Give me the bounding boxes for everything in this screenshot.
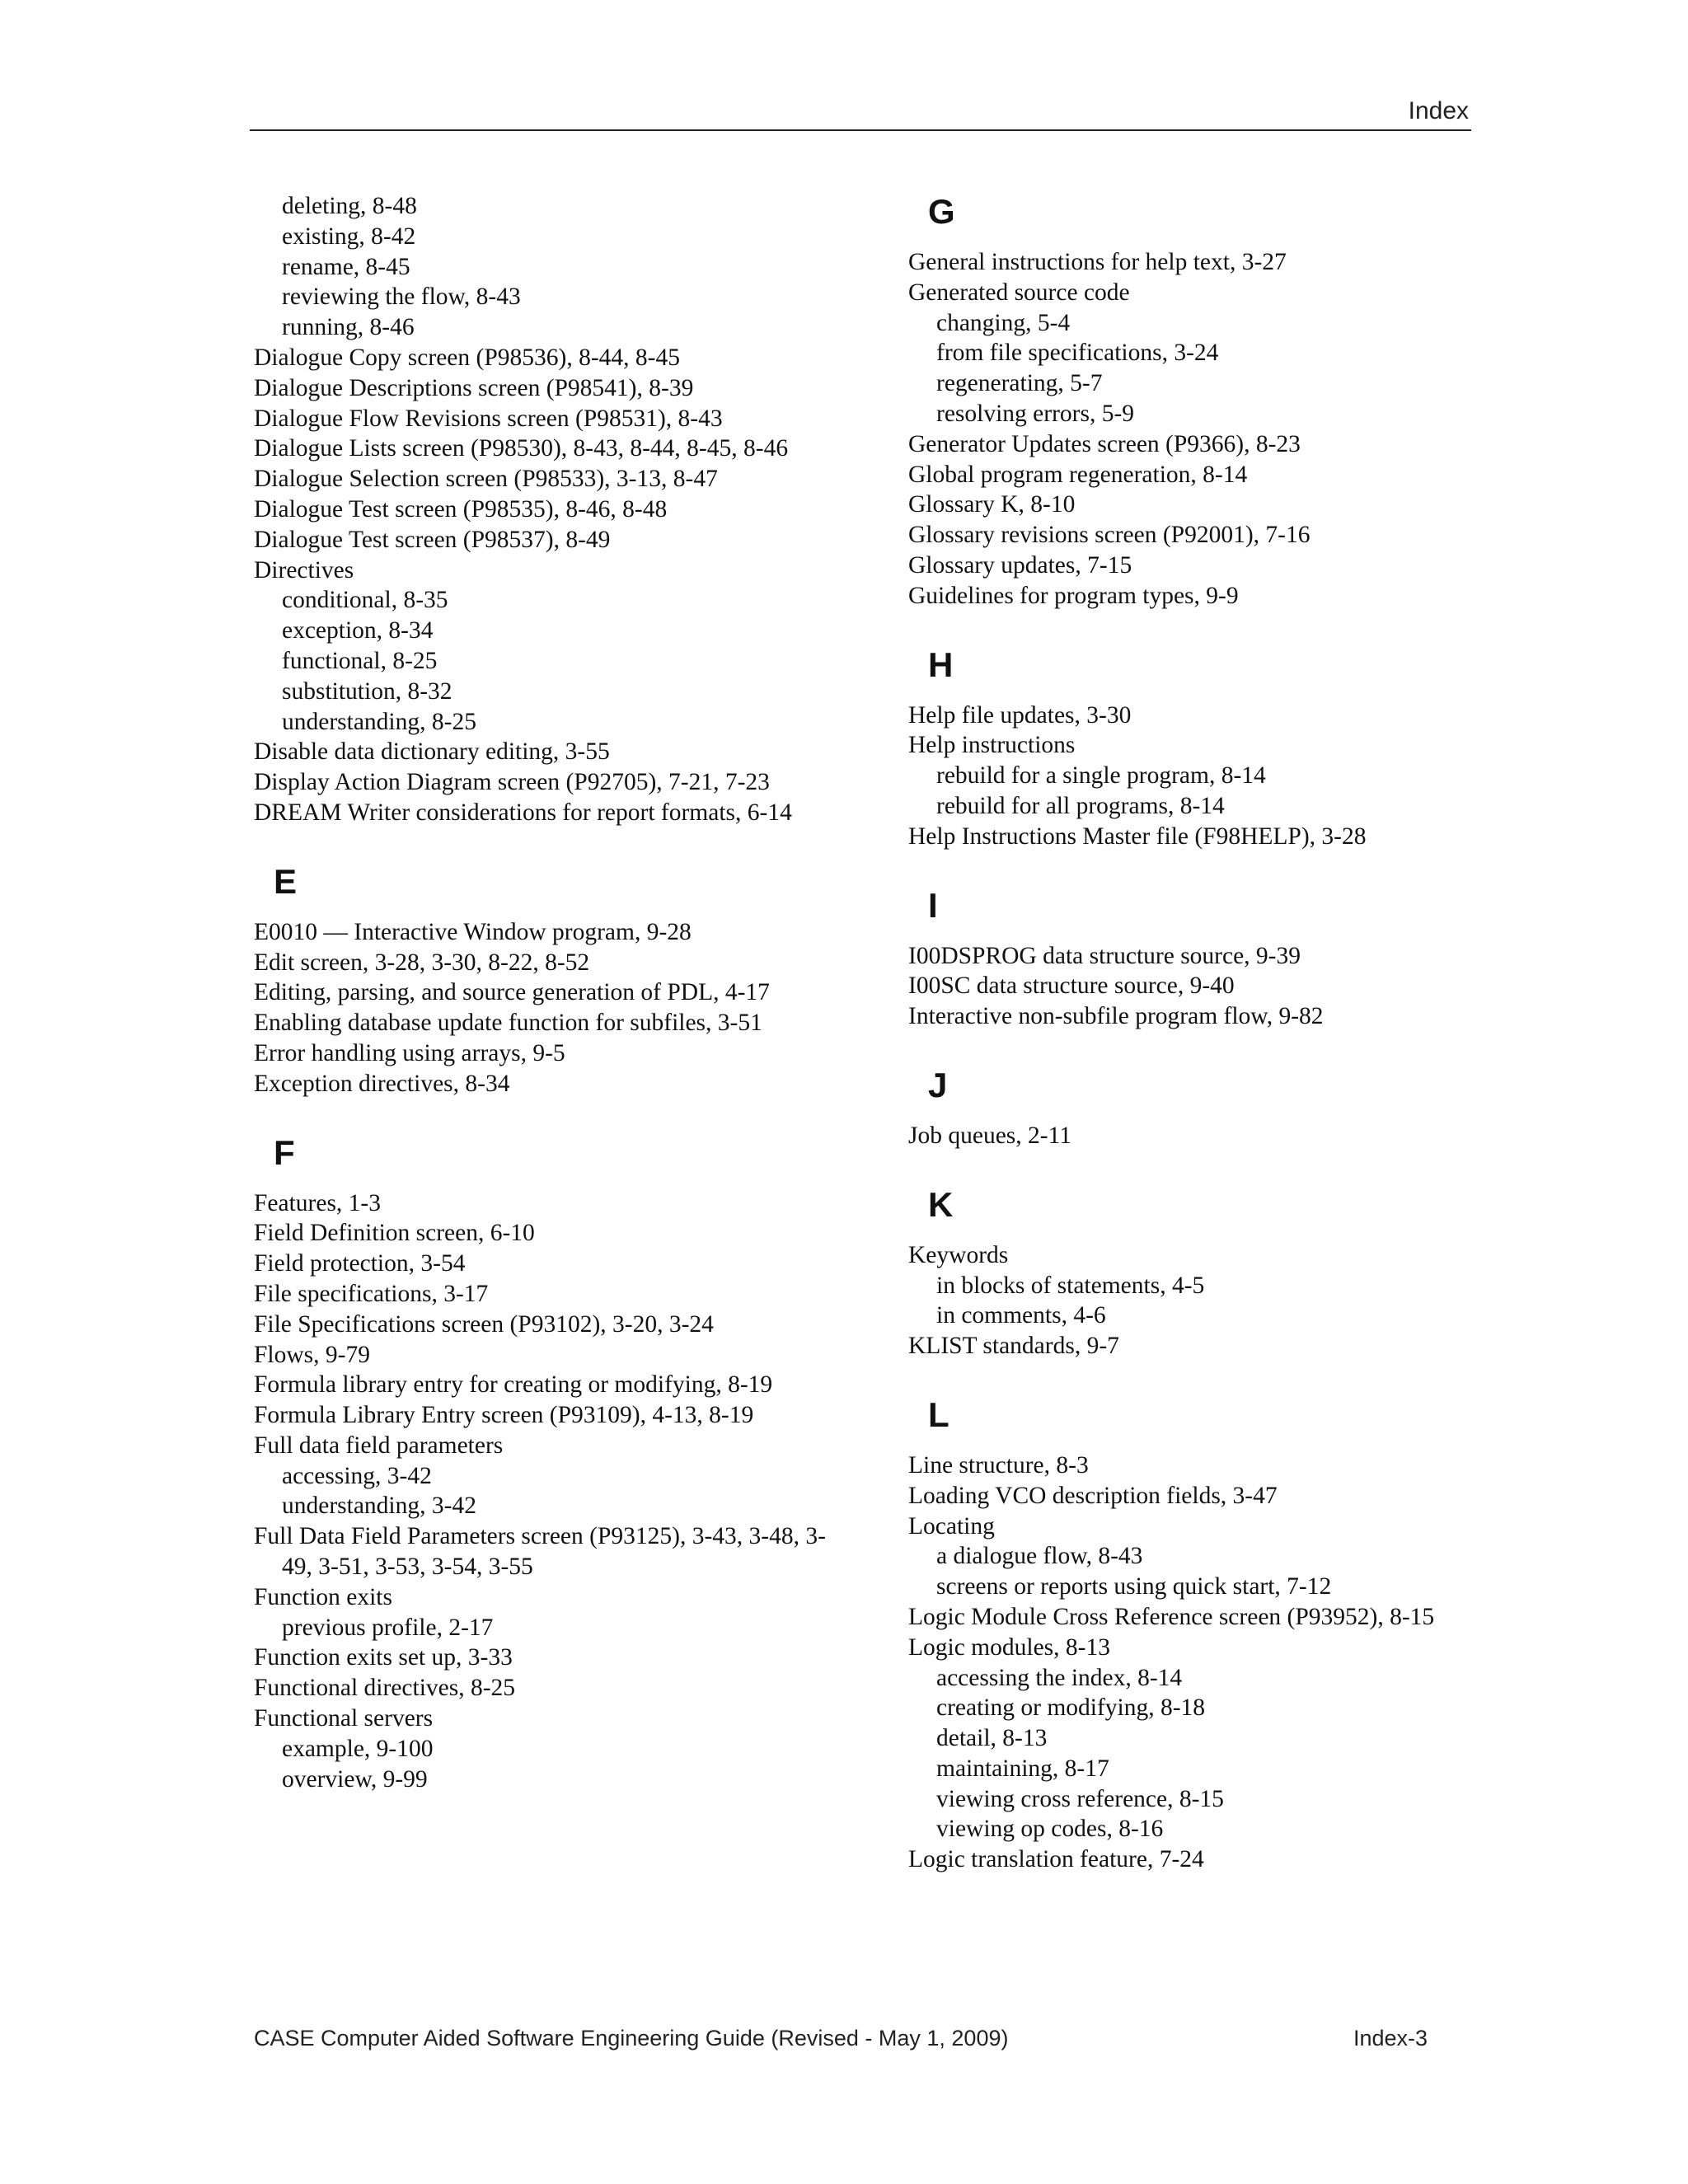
index-subentry: rebuild for all programs, 8-14: [936, 792, 1225, 819]
index-section-letter: H: [928, 644, 954, 684]
index-entry: I00SC data structure source, 9-40: [908, 972, 1235, 1000]
index-entry: Dialogue Lists screen (P98530), 8-43, 8-44, 8-45, 8-46: [254, 435, 789, 462]
index-entry: Loading VCO description fields, 3-47: [908, 1482, 1278, 1509]
index-subentry: maintaining, 8-17: [936, 1755, 1109, 1782]
index-subentry: in blocks of statements, 4-5: [936, 1272, 1205, 1299]
index-subentry: understanding, 8-25: [282, 708, 476, 735]
index-subentry: regenerating, 5-7: [936, 370, 1103, 397]
index-entry: Dialogue Selection screen (P98533), 3-13, 8-47: [254, 466, 718, 493]
index-subentry: a dialogue flow, 8-43: [936, 1543, 1143, 1570]
index-entry: Generator Updates screen (P9366), 8-23: [908, 430, 1301, 457]
index-entry: Help instructions: [908, 732, 1076, 759]
index-subentry: viewing cross reference, 8-15: [936, 1785, 1224, 1812]
index-entry: Function exits: [254, 1583, 392, 1610]
index-entry: Edit screen, 3-28, 3-30, 8-22, 8-52: [254, 949, 590, 976]
index-entry: Functional servers: [254, 1705, 434, 1732]
index-entry: File specifications, 3-17: [254, 1280, 489, 1307]
index-subentry: resolving errors, 5-9: [936, 400, 1135, 427]
index-entry: Full Data Field Parameters screen (P93125), 3-43, 3-48, 3-49, 3-51, 3-53, 3-54, 3-55: [254, 1523, 826, 1581]
index-entry: E0010 — Interactive Window program, 9-28: [254, 918, 692, 945]
index-entry: Dialogue Test screen (P98537), 8-49: [254, 526, 611, 553]
index-subentry: from file specifications, 3-24: [936, 340, 1219, 367]
index-entry: File Specifications screen (P93102), 3-20, 3-24: [254, 1310, 714, 1338]
index-column-right: [908, 191, 1502, 1875]
index-subentry: example, 9-100: [282, 1735, 434, 1762]
index-subentry: existing, 8-42: [282, 223, 416, 250]
index-entry: Help file updates, 3-30: [908, 701, 1132, 729]
index-subentry: deleting, 8-48: [282, 193, 417, 219]
index-entry: Locating: [908, 1512, 995, 1540]
index-entry: I00DSPROG data structure source, 9-39: [908, 942, 1301, 969]
index-section-letter: L: [928, 1394, 950, 1434]
index-entry: Formula Library Entry screen (P93109), 4-13, 8-19: [254, 1402, 754, 1429]
index-entry: Dialogue Flow Revisions screen (P98531), 8-43: [254, 405, 723, 432]
index-entry: Functional directives, 8-25: [254, 1675, 516, 1702]
index-entry: Field Definition screen, 6-10: [254, 1220, 535, 1247]
index-entry: Exception directives, 8-34: [254, 1070, 510, 1097]
index-entry: Generated source code: [908, 279, 1130, 306]
index-subentry: substitution, 8-32: [282, 677, 452, 705]
index-entry: Dialogue Descriptions screen (P98541), 8-39: [254, 374, 694, 401]
index-entry: Display Action Diagram screen (P92705), 7-21, 7-23: [254, 769, 770, 796]
index-entry: Field protection, 3-54: [254, 1250, 466, 1277]
index-subentry: viewing op codes, 8-16: [936, 1816, 1164, 1843]
index-entry: Disable data dictionary editing, 3-55: [254, 738, 610, 766]
index-subentry: functional, 8-25: [282, 647, 438, 674]
index-entry: Global program regeneration, 8-14: [908, 461, 1248, 488]
index-subentry: understanding, 3-42: [282, 1493, 476, 1520]
index-subentry: screens or reports using quick start, 7-12: [936, 1573, 1332, 1601]
index-subentry: changing, 5-4: [936, 309, 1071, 336]
index-column-left: [254, 191, 847, 1794]
index-subentry: creating or modifying, 8-18: [936, 1694, 1206, 1722]
index-entry: Logic modules, 8-13: [908, 1633, 1110, 1661]
index-entry: Function exits set up, 3-33: [254, 1644, 513, 1671]
index-subentry: reviewing the flow, 8-43: [282, 284, 521, 311]
index-entry: Features, 1-3: [254, 1189, 382, 1216]
index-entry: Flows, 9-79: [254, 1341, 370, 1368]
index-entry: Error handling using arrays, 9-5: [254, 1039, 565, 1066]
index-subentry: conditional, 8-35: [282, 587, 448, 614]
index-subentry: previous profile, 2-17: [282, 1614, 494, 1641]
index-entry: Enabling database update function for subfiles, 3-51: [254, 1010, 762, 1037]
index-entry: Glossary revisions screen (P92001), 7-16: [908, 522, 1311, 549]
index-entry: Formula library entry for creating or modifying, 8-19: [254, 1371, 773, 1399]
index-subentry: detail, 8-13: [936, 1725, 1048, 1752]
index-subentry: rebuild for a single program, 8-14: [936, 762, 1266, 790]
index-entry: Glossary updates, 7-15: [908, 551, 1132, 579]
index-section-letter: I: [928, 885, 938, 925]
footer-page-number: Index-3: [1353, 2026, 1428, 2050]
index-entry: Line structure, 8-3: [908, 1451, 1089, 1479]
footer-title: CASE Computer Aided Software Engineering Guide (Revised - May 1, 2009): [254, 2026, 1009, 2050]
index-entry: Job queues, 2-11: [908, 1122, 1072, 1149]
index-subentry: rename, 8-45: [282, 253, 410, 280]
index-entry: Logic translation feature, 7-24: [908, 1846, 1204, 1873]
header-rule: [250, 129, 1471, 131]
index-subentry: overview, 9-99: [282, 1765, 428, 1793]
index-entry: Help Instructions Master file (F98HELP), 3-28: [908, 823, 1367, 850]
index-entry: Full data field parameters: [254, 1432, 504, 1459]
index-section-letter: F: [274, 1132, 295, 1172]
index-entry: Dialogue Test screen (P98535), 8-46, 8-48: [254, 495, 668, 523]
index-subentry: in comments, 4-6: [936, 1302, 1106, 1329]
index-entry: Directives: [254, 556, 354, 583]
index-entry: Keywords: [908, 1241, 1009, 1268]
index-entry: Logic Module Cross Reference screen (P93952), 8-15: [908, 1603, 1435, 1630]
index-subentry: accessing the index, 8-14: [936, 1664, 1183, 1691]
index-entry: Dialogue Copy screen (P98536), 8-44, 8-45: [254, 344, 680, 371]
index-entry: Guidelines for program types, 9-9: [908, 582, 1239, 609]
index-section-letter: J: [928, 1065, 948, 1104]
index-entry: KLIST standards, 9-7: [908, 1333, 1119, 1360]
index-section-letter: K: [928, 1184, 954, 1224]
index-entry: Interactive non-subfile program flow, 9-82: [908, 1003, 1324, 1030]
index-entry: General instructions for help text, 3-27: [908, 249, 1287, 275]
index-subentry: exception, 8-34: [282, 617, 434, 644]
index-subentry: accessing, 3-42: [282, 1462, 432, 1489]
page-header-title: Index: [1408, 97, 1469, 124]
index-section-letter: G: [928, 192, 955, 231]
index-entry: Editing, parsing, and source generation of PDL, 4-17: [254, 979, 770, 1006]
index-subentry: running, 8-46: [282, 314, 415, 341]
index-entry: DREAM Writer considerations for report formats, 6-14: [254, 799, 792, 826]
index-section-letter: E: [274, 861, 298, 901]
index-entry: Glossary K, 8-10: [908, 491, 1076, 518]
